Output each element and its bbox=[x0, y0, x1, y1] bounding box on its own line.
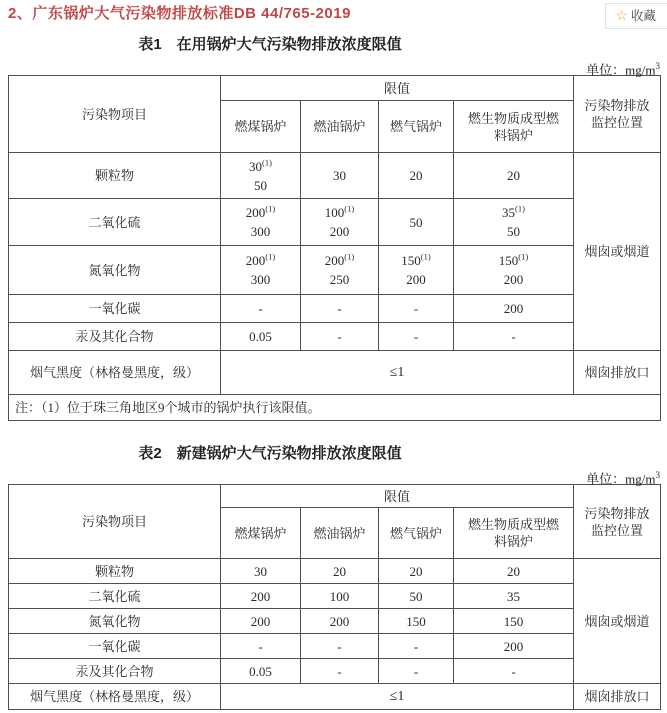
page-title: 2、广东锅炉大气污染物排放标准DB 44/765-2019 bbox=[8, 5, 351, 22]
pollutant-name: 氮氧化物 bbox=[9, 609, 221, 634]
col-header-coal-boiler: 燃煤锅炉 bbox=[221, 508, 301, 559]
col-header-oil-boiler: 燃油锅炉 bbox=[301, 101, 379, 153]
limit-value-cell: 200$^{(1)}$ 300 bbox=[221, 246, 301, 295]
table1-caption: 表1 在用锅炉大气污染物排放浓度限值 bbox=[138, 36, 402, 53]
limit-value-cell: - bbox=[221, 634, 301, 659]
table1-note: 注：（1）位于珠三角地区9个城市的锅炉执行该限值。 bbox=[9, 395, 661, 421]
table2-unit: 单位：$mg/m^3$ bbox=[586, 470, 660, 487]
limit-value-cell: 100 bbox=[301, 584, 379, 609]
limit-value-cell: - bbox=[379, 323, 454, 351]
pollutant-name: 汞及其化合物 bbox=[9, 323, 221, 351]
table-row bbox=[9, 659, 661, 684]
limit-value-cell: - bbox=[454, 323, 574, 351]
table-row bbox=[9, 584, 661, 609]
limit-value-cell: 20 bbox=[301, 559, 379, 584]
favorite-label: 收藏 bbox=[630, 9, 656, 23]
limit-value-cell: 150$^{(1)}$ 200 bbox=[379, 246, 454, 295]
limit-value-cell: - bbox=[301, 323, 379, 351]
favorite-button[interactable] bbox=[605, 3, 667, 29]
col-header-coal-boiler: 燃煤锅炉 bbox=[221, 101, 301, 153]
limit-value-cell: 200$^{(1)}$ 300 bbox=[221, 199, 301, 246]
pollutant-name: 氮氧化物 bbox=[9, 246, 221, 295]
col-header-oil-boiler: 燃油锅炉 bbox=[301, 508, 379, 559]
limit-value-cell: 150 bbox=[379, 609, 454, 634]
limit-value-cell: 30$^{(1)}$ 50 bbox=[221, 153, 301, 199]
limit-value-cell: - bbox=[454, 659, 574, 684]
limit-value-cell: 35 bbox=[454, 584, 574, 609]
limit-value-cell: - bbox=[379, 659, 454, 684]
col-header-biomass-boiler: 燃生物质成型燃 料锅炉 bbox=[454, 508, 574, 559]
pollutant-name: 一氧化碳 bbox=[9, 634, 221, 659]
limit-value-cell: 50 bbox=[379, 584, 454, 609]
limit-value-cell: - bbox=[301, 295, 379, 323]
pollutant-name: 颗粒物 bbox=[9, 559, 221, 584]
limit-value-cell: 30 bbox=[221, 559, 301, 584]
table-row bbox=[9, 199, 661, 246]
limit-value-cell: 200 bbox=[454, 295, 574, 323]
col-header-biomass-boiler: 燃生物质成型燃 料锅炉 bbox=[454, 101, 574, 153]
col-header-pollutant: 污染物项目 bbox=[9, 76, 221, 153]
monitor-location-cell: 烟囱或烟道 bbox=[574, 153, 661, 351]
pollutant-name: 颗粒物 bbox=[9, 153, 221, 199]
table-row bbox=[9, 559, 661, 584]
limit-value-cell: 200 bbox=[221, 609, 301, 634]
table1-in-use-boiler-limits bbox=[8, 75, 661, 421]
limit-value-cell: 50 bbox=[379, 199, 454, 246]
col-header-monitor-position: 污染物排放 监控位置 bbox=[574, 485, 661, 559]
table2-caption: 表2 新建锅炉大气污染物排放浓度限值 bbox=[138, 445, 402, 462]
limit-value-cell: 20 bbox=[454, 559, 574, 584]
limit-value-cell: 0.05 bbox=[221, 323, 301, 351]
pollutant-name: 汞及其化合物 bbox=[9, 659, 221, 684]
smoke-blackness-value: ≤1 bbox=[221, 684, 574, 710]
col-header-monitor-position: 污染物排放 监控位置 bbox=[574, 76, 661, 153]
limit-value-cell: 200$^{(1)}$ 250 bbox=[301, 246, 379, 295]
col-header-limit: 限值 bbox=[221, 76, 574, 101]
table-row bbox=[9, 246, 661, 295]
limit-value-cell: 0.05 bbox=[221, 659, 301, 684]
monitor-location-cell: 烟囱或烟道 bbox=[574, 559, 661, 684]
limit-value-cell: - bbox=[379, 634, 454, 659]
limit-value-cell: - bbox=[301, 659, 379, 684]
table-row bbox=[9, 295, 661, 323]
limit-value-cell: 150$^{(1)}$ 200 bbox=[454, 246, 574, 295]
pollutant-name: 二氧化硫 bbox=[9, 584, 221, 609]
pollutant-name: 一氧化碳 bbox=[9, 295, 221, 323]
table-row bbox=[9, 153, 661, 199]
limit-value-cell: 20 bbox=[454, 153, 574, 199]
limit-value-cell: 20 bbox=[379, 153, 454, 199]
limit-value-cell: - bbox=[301, 634, 379, 659]
limit-value-cell: - bbox=[221, 295, 301, 323]
smoke-blackness-label: 烟气黑度（林格曼黑度，级） bbox=[9, 684, 221, 710]
col-header-pollutant: 污染物项目 bbox=[9, 485, 221, 559]
smoke-monitor-location: 烟囱排放口 bbox=[574, 684, 661, 710]
pollutant-name: 二氧化硫 bbox=[9, 199, 221, 246]
smoke-blackness-label: 烟气黑度（林格曼黑度，级） bbox=[9, 351, 221, 395]
table2-new-boiler-limits bbox=[8, 484, 661, 710]
table-row bbox=[9, 323, 661, 351]
document-page bbox=[0, 4, 667, 713]
smoke-blackness-value: ≤1 bbox=[221, 351, 574, 395]
table-row bbox=[9, 634, 661, 659]
col-header-gas-boiler: 燃气锅炉 bbox=[379, 101, 454, 153]
smoke-monitor-location: 烟囱排放口 bbox=[574, 351, 661, 395]
limit-value-cell: 200 bbox=[301, 609, 379, 634]
table-row bbox=[9, 609, 661, 634]
limit-value-cell: 35$^{(1)}$ 50 bbox=[454, 199, 574, 246]
limit-value-cell: 200 bbox=[454, 634, 574, 659]
star-icon: ☆ bbox=[615, 7, 628, 23]
limit-value-cell: 100$^{(1)}$ 200 bbox=[301, 199, 379, 246]
limit-value-cell: 150 bbox=[454, 609, 574, 634]
col-header-gas-boiler: 燃气锅炉 bbox=[379, 508, 454, 559]
limit-value-cell: 200 bbox=[221, 584, 301, 609]
limit-value-cell: 30 bbox=[301, 153, 379, 199]
limit-value-cell: - bbox=[379, 295, 454, 323]
col-header-limit: 限值 bbox=[221, 485, 574, 508]
limit-value-cell: 20 bbox=[379, 559, 454, 584]
table1-unit: 单位：$mg/m^3$ bbox=[586, 61, 660, 78]
